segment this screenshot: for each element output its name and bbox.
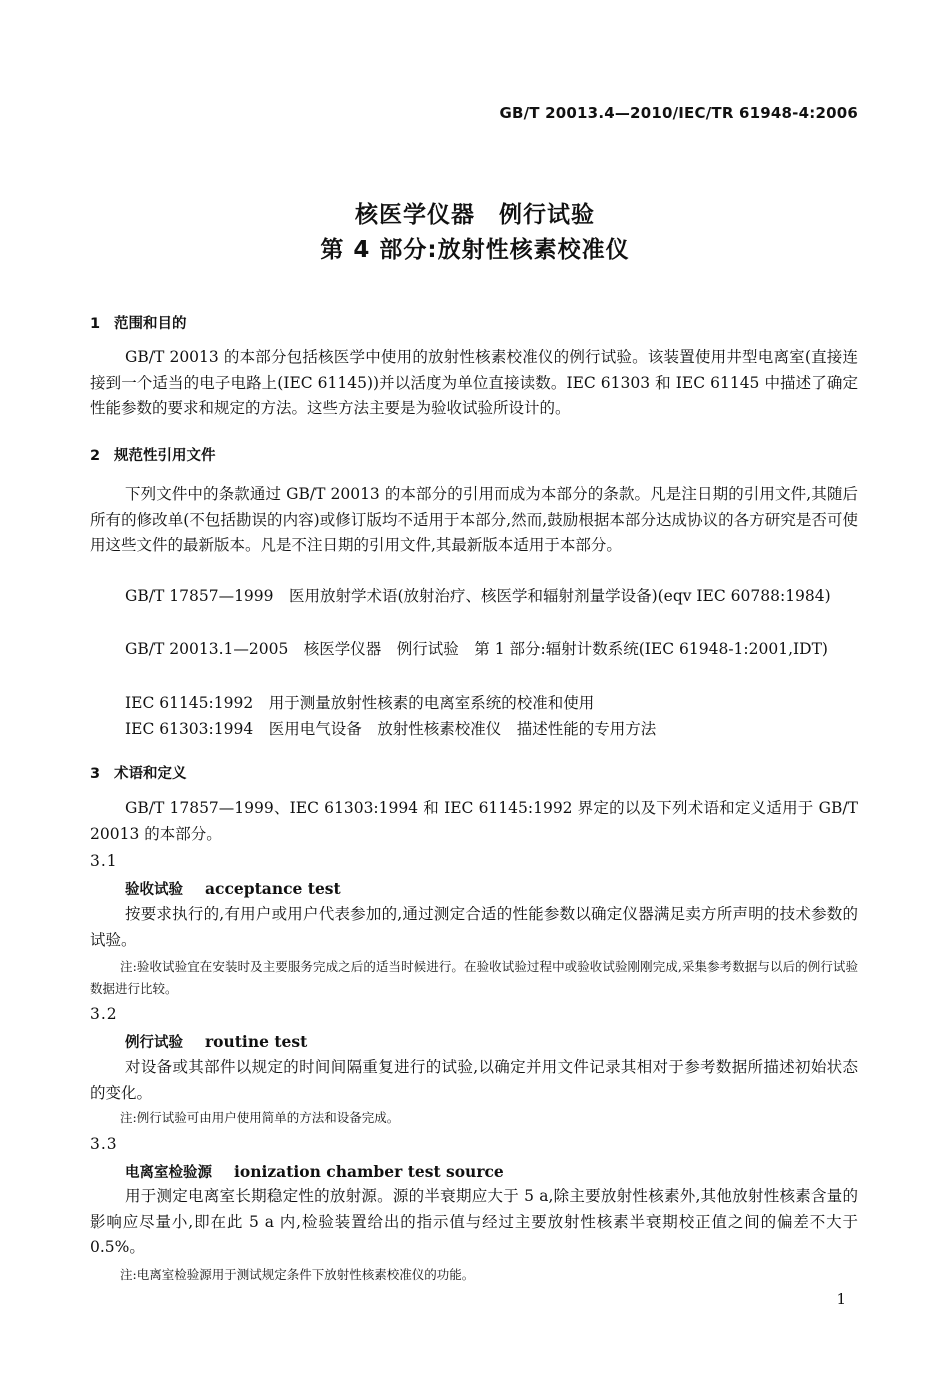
term-note: 注:验收试验宜在安装时及主要服务完成之后的适当时候进行。在验收试验过程中或验收试验刚刚完成,采集参考数据与以后的例行试验数据进行比较。	[90, 959, 858, 996]
section-2-paragraph: 下列文件中的条款通过 GB/T 20013 的本部分的引用而成为本部分的条款。凡是注日期的引用文件,其随后所有的修改单(不包括勘误的内容)或修订版均不适用于本部分,然而,鼓励根据本部分达成协议的各方研究是否可使用这些文件的最新版本。凡是不注日期的引用文件,其最新版本适用于本部分。	[90, 485, 858, 554]
section-number: 2	[90, 448, 101, 464]
term-note: 注:例行试验可由用户使用简单的方法和设备完成。	[120, 1110, 400, 1125]
term-definition: 对设备或其部件以规定的时间间隔重复进行的试验,以确定并用文件记录其相对于参考数据所描述初始状态的变化。	[90, 1058, 858, 1102]
term-chinese: 电离室检验源	[125, 1165, 212, 1181]
section-title: 规范性引用文件	[114, 448, 216, 464]
term-title	[125, 878, 341, 899]
section-2-heading	[90, 444, 216, 465]
document-title-line-2: 第 4 部分:放射性核素校准仪	[320, 237, 630, 263]
section-1-paragraph: GB/T 20013 的本部分包括核医学中使用的放射性核素校准仪的例行试验。该装置使用井型电离室(直接连接到一个适当的电子电路上(IEC 61145))并以活度为单位直接读数。IEC 61303 和 IEC 61145 中描述了确定性能参数的要求和规定的方法。这些方法主要是为验收试验所设计的。	[90, 348, 858, 417]
section-3-heading	[90, 762, 187, 783]
section-3-paragraph: GB/T 17857—1999、IEC 61303:1994 和 IEC 61145:1992 界定的以及下列术语和定义适用于 GB/T 20013 的本部分。	[90, 799, 858, 843]
section-number: 3	[90, 766, 101, 782]
term-chinese: 例行试验	[125, 1035, 183, 1051]
term-english: ionization chamber test source	[234, 1162, 504, 1181]
term-title	[125, 1031, 307, 1052]
term-chinese: 验收试验	[125, 882, 183, 898]
normative-reference: IEC 61145:1992 用于测量放射性核素的电离室系统的校准和使用	[125, 694, 595, 712]
document-title-line-1: 核医学仪器 例行试验	[355, 202, 595, 228]
term-english: routine test	[205, 1032, 308, 1051]
term-definition: 用于测定电离室长期稳定性的放射源。源的半衰期应大于 5 a,除主要放射性核素外,其他放射性核素含量的影响应尽量小,即在此 5 a 内,检验装置给出的指示值与经过主要放射性核素半衰期校正值之间的偏差不大于 0.5%。	[90, 1187, 858, 1256]
section-title: 术语和定义	[114, 766, 187, 782]
clause-number: 3.1	[90, 852, 118, 870]
clause-number: 3.3	[90, 1135, 118, 1153]
term-definition: 按要求执行的,有用户或用户代表参加的,通过测定合适的性能参数以确定仪器满足卖方所声明的技术参数的试验。	[90, 905, 858, 949]
section-title: 范围和目的	[114, 316, 187, 332]
section-number: 1	[90, 316, 101, 332]
normative-reference: GB/T 20013.1—2005 核医学仪器 例行试验 第 1 部分:辐射计数系统(IEC 61948-1:2001,IDT)	[125, 640, 828, 658]
section-1-heading	[90, 312, 187, 333]
standard-number: GB/T 20013.4—2010/IEC/TR 61948-4:2006	[499, 104, 858, 122]
page-number: 1	[836, 1290, 846, 1308]
normative-reference: IEC 61303:1994 医用电气设备 放射性核素校准仪 描述性能的专用方法	[125, 720, 657, 738]
term-english: acceptance test	[205, 879, 341, 898]
term-note: 注:电离室检验源用于测试规定条件下放射性核素校准仪的功能。	[120, 1267, 475, 1282]
clause-number: 3.2	[90, 1005, 118, 1023]
normative-reference: GB/T 17857—1999 医用放射学术语(放射治疗、核医学和辐射剂量学设备)(eqv IEC 60788:1984)	[125, 587, 831, 605]
term-title	[125, 1161, 504, 1182]
